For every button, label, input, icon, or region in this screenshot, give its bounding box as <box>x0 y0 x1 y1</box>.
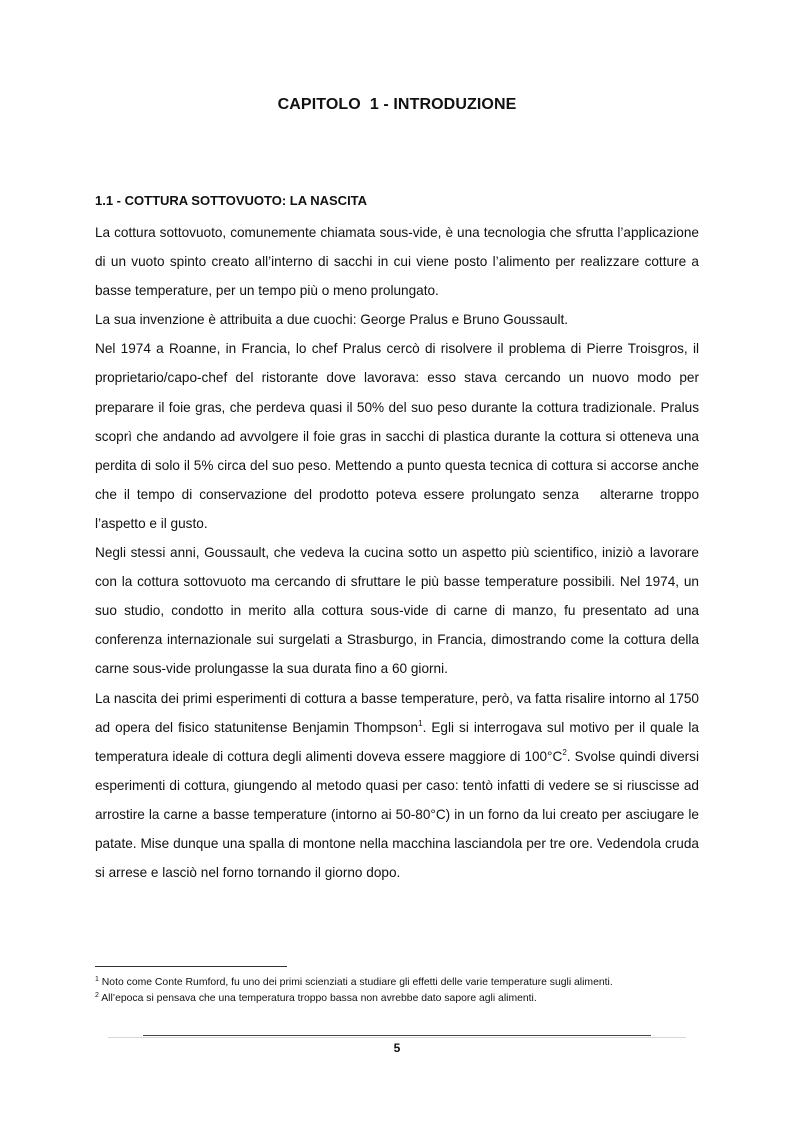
chapter-title: CAPITOLO 1 - INTRODUZIONE <box>277 96 517 113</box>
footnotes <box>95 975 695 1007</box>
section-heading: 1.1 - COTTURA SOTTOVUOTO: LA NASCITA <box>95 193 368 208</box>
footnote-2 <box>95 991 695 1007</box>
footnote-ref-1[interactable]: 1 <box>418 718 423 728</box>
paragraph-thompson-text-2: . Egli si interrogava sul motivo per il quale la temperatura ideale di cottura degli alimenti doveva essere maggiore di 100°C <box>95 719 703 764</box>
footnote-separator <box>95 966 287 967</box>
footnote-ref-2[interactable]: 2 <box>562 747 567 757</box>
paragraph-pralus: Nel 1974 a Roanne, in Francia, lo chef Pralus cercò di risolvere il problema di Pierre Troisgros, il proprietario/capo-chef del ristorante dove lavorava: esso stava cercando un nuovo modo per preparare il foie gras, che perdeva quasi il 50% del suo peso durante la cottura tradizionale. Pralus scoprì che andando ad avvolgere il foie gras in sacchi di plastica durante la cottura si otteneva una perdita di solo il 5% circa del suo peso. Mettendo a punto questa tecnica di cottura si accorse anche che il tempo di conservazione del prodotto poteva essere prolungato senza alterarne troppo l’aspetto e il gusto. <box>95 341 703 531</box>
body-text <box>95 218 703 887</box>
paragraph-goussault: Negli stessi anni, Goussault, che vedeva la cucina sotto un aspetto più scientifico, iniziò a lavorare con la cottura sottovuoto ma cercando di sfruttare le più basse temperature possibili. Nel 1974, un suo studio, condotto in merito alla cottura sous-vide di carne di manzo, fu presentato ad una conferenza internazionale sui surgelati a Strasburgo, in Francia, dimostrando come la cottura della carne sous-vide prolungasse la sua durata fino a 60 giorni. <box>95 545 703 677</box>
footnote-marker-2: 2 <box>95 992 99 999</box>
footnote-text-2: All’epoca si pensava che una temperatura troppo bassa non avrebbe dato sapore agli alimenti. <box>98 993 537 1004</box>
footer-rule-faint <box>108 1037 686 1038</box>
paragraph-thompson-text-3: . Svolse quindi diversi esperimenti di cottura, giungendo al metodo quasi per caso: tentò infatti di vedere se si riuscisse ad arrostire la carne a basse temperature (intorno ai 50-80°C) in un forno da lui creato per asciugare le patate. Mise dunque una spalla di montone nella macchina lasciandola per tre ore. Vedendola cruda si arrese e lasciò nel forno tornando il giorno dopo. <box>95 748 703 881</box>
paragraph-thompson <box>95 684 703 888</box>
footnote-text-1: Noto come Conte Rumford, fu uno dei primi scienziati a studiare gli effetti delle varie temperature sugli alimenti. <box>98 977 613 988</box>
footnote-marker-1: 1 <box>95 976 99 983</box>
footnote-1 <box>95 975 695 991</box>
paragraph-intro: La cottura sottovuoto, comunemente chiamata sous-vide, è una tecnologia che sfrutta l’applicazione di un vuoto spinto creato all’interno di sacchi in cui viene posto l’alimento per realizzare cotture a basse temperature, per un tempo più o meno prolungato. <box>95 225 703 299</box>
page-number: 5 <box>393 1041 401 1055</box>
paragraph-inventors: La sua invenzione è attribuita a due cuochi: George Pralus e Bruno Goussault. <box>95 312 569 328</box>
paragraph-thompson-text-1: La nascita dei primi esperimenti di cottura a basse temperature, però, va fatta risalire intorno al 1750 ad opera del fisico statunitense Benjamin Thompson <box>95 690 703 735</box>
footer-rule <box>143 1035 651 1036</box>
